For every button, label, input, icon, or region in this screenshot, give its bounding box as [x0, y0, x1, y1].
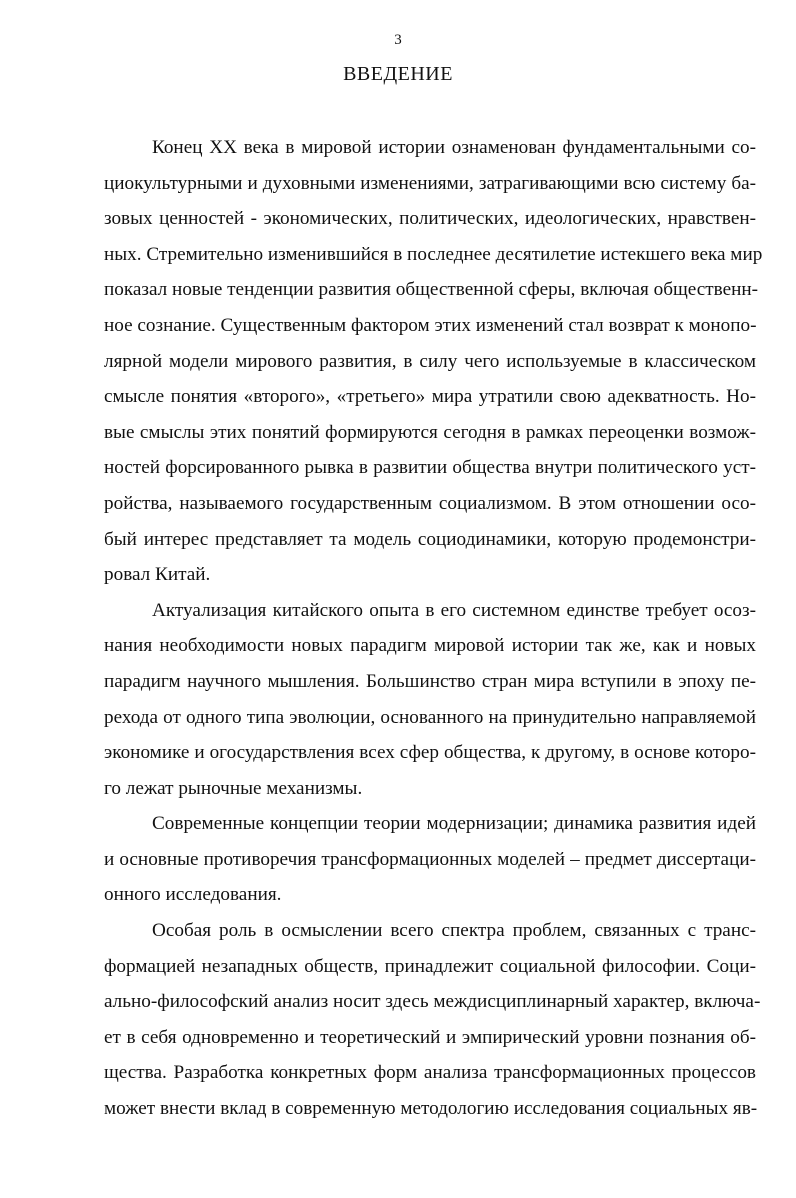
paragraph — [104, 130, 763, 593]
text-line: лярной модели мирового развития, в силу чего используемые в классическом — [104, 350, 756, 372]
body-text — [104, 130, 763, 1127]
text-line: рехода от одного типа эволюции, основанного на принудительно направляемой — [104, 706, 756, 728]
text-line: ных. Стремительно изменившийся в последнее десятилетие истекшего века мир — [104, 243, 763, 265]
text-line: щества. Разработка конкретных форм анализа трансформационных процессов — [104, 1062, 756, 1084]
text-line: смысле понятия «второго», «третьего» мира утратили свою адекватность. Но- — [104, 386, 756, 408]
text-line: Современные концепции теории модернизации; динамика развития идей — [152, 813, 756, 835]
page-number: 3 — [394, 32, 402, 48]
text-line: парадигм научного мышления. Большинство стран мира вступили в эпоху пе- — [104, 670, 756, 692]
text-line: ет в себя одновременно и теоретический и эмпирический уровни познания об- — [104, 1026, 756, 1048]
text-line: Актуализация китайского опыта в его системном единстве требует осоз- — [152, 599, 756, 621]
text-line: может внести вклад в современную методологию исследования социальных яв- — [104, 1098, 758, 1120]
text-line: и основные противоречия трансформационных моделей – предмет диссертаци- — [104, 848, 756, 870]
text-line: циокультурными и духовными изменениями, затрагивающими всю систему ба- — [104, 172, 756, 194]
text-line: формацией незападных обществ, принадлежит социальной философии. Соци- — [104, 955, 756, 977]
text-line: ройства, называемого государственным социализмом. В этом отношении осо- — [104, 492, 756, 514]
text-line: зовых ценностей - экономических, политических, идеологических, нравствен- — [104, 208, 756, 230]
paragraph — [104, 806, 756, 913]
text-line: ное сознание. Существенным фактором этих изменений стал возврат к монопо- — [104, 314, 757, 336]
page-title: ВВЕДЕНИЕ — [343, 63, 453, 85]
text-line: ровал Китай. — [104, 564, 211, 586]
paragraph — [104, 593, 756, 807]
text-line: Конец XX века в мировой истории ознаменован фундаментальными со- — [152, 137, 756, 158]
paragraph — [104, 913, 761, 1127]
text-line: ально-философский анализ носит здесь междисциплинарный характер, включа- — [104, 991, 761, 1013]
text-line: показал новые тенденции развития общественной сферы, включая общественн- — [104, 279, 759, 301]
text-line: нания необходимости новых парадигм мировой истории так же, как и новых — [104, 635, 756, 657]
text-line: бый интерес представляет та модель социодинамики, которую продемонстри- — [104, 528, 756, 550]
text-line: Особая роль в осмыслении всего спектра проблем, связанных с транс- — [152, 920, 756, 942]
text-line: вые смыслы этих понятий формируются сегодня в рамках переоценки возмож- — [104, 421, 756, 443]
text-line: экономике и огосударствления всех сфер общества, к другому, в основе которо- — [104, 742, 756, 764]
text-line: ностей форсированного рывка в развитии общества внутри политического уст- — [104, 457, 756, 479]
text-line: онного исследования. — [104, 884, 282, 906]
text-line: го лежат рыночные механизмы. — [104, 777, 363, 799]
